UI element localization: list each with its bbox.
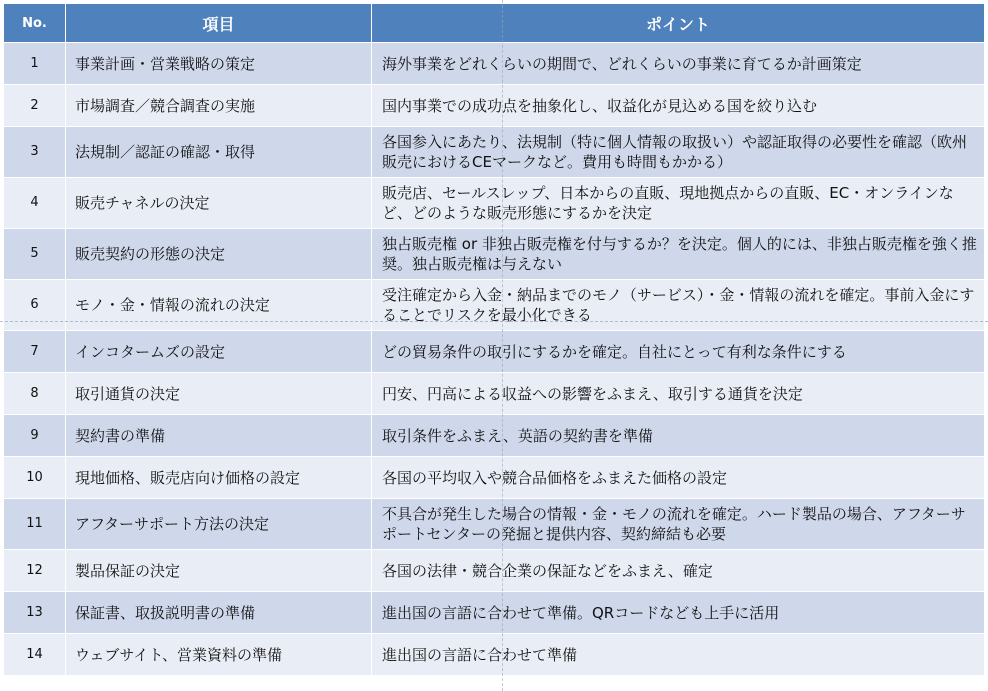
row-no: 8 [4,373,66,415]
table-row [4,373,985,415]
row-no: 4 [4,178,66,229]
table-row [4,127,985,178]
row-item: 事業計画・営業戦略の策定 [66,43,372,85]
row-no: 10 [4,457,66,499]
row-point: 独占販売権 or 非独占販売権を付与するか？を決定。個人的には、非独占販売権を強く推奨。独占販売権は与えない [372,229,985,280]
row-no: 6 [4,280,66,331]
table-row [4,499,985,550]
row-no: 3 [4,127,66,178]
row-no: 13 [4,592,66,634]
row-point: 海外事業をどれくらいの期間で、どれくらいの事業に育てるか計画策定 [372,43,985,85]
row-item: 市場調査／競合調査の実施 [66,85,372,127]
row-point: 受注確定から入金・納品までのモノ（サービス）・金・情報の流れを確定。事前入金にすることでリスクを最小化できる [372,280,985,331]
row-point: 各国の法律・競合企業の保証などをふまえ、確定 [372,550,985,592]
table-row [4,592,985,634]
row-point: 販売店、セールスレップ、日本からの直販、現地拠点からの直販、EC・オンラインなど、どのような販売形態にするかを決定 [372,178,985,229]
row-item: 取引通貨の決定 [66,373,372,415]
header-item: 項目 [66,4,372,43]
header-no: No. [4,4,66,43]
row-item: モノ・金・情報の流れの決定 [66,280,372,331]
table-row [4,43,985,85]
row-item: 販売契約の形態の決定 [66,229,372,280]
row-item: アフターサポート方法の決定 [66,499,372,550]
row-no: 12 [4,550,66,592]
row-point: 進出国の言語に合わせて準備 [372,634,985,676]
row-no: 9 [4,415,66,457]
table-row [4,229,985,280]
row-item: 販売チャネルの決定 [66,178,372,229]
row-item: 保証書、取扱説明書の準備 [66,592,372,634]
row-point: 各国参入にあたり、法規制（特に個人情報の取扱い）や認証取得の必要性を確認（欧州販売におけるCEマークなど。費用も時間もかかる） [372,127,985,178]
table-row [4,280,985,331]
row-point: 円安、円高による収益への影響をふまえ、取引する通貨を決定 [372,373,985,415]
row-item: 製品保証の決定 [66,550,372,592]
row-point: 不具合が発生した場合の情報・金・モノの流れを確定。ハード製品の場合、アフターサポートセンターの発掘と提供内容、契約締結も必要 [372,499,985,550]
table-row [4,85,985,127]
table-row [4,331,985,373]
row-no: 5 [4,229,66,280]
row-item: 現地価格、販売店向け価格の設定 [66,457,372,499]
checklist-table [3,3,985,676]
row-item: ウェブサイト、営業資料の準備 [66,634,372,676]
table-header-row [4,4,985,43]
row-point: 国内事業での成功点を抽象化し、収益化が見込める国を絞り込む [372,85,985,127]
row-item: 契約書の準備 [66,415,372,457]
table-row [4,178,985,229]
table-row [4,634,985,676]
horizontal-guide-line [0,321,988,322]
row-point: どの貿易条件の取引にするかを確定。自社にとって有利な条件にする [372,331,985,373]
row-no: 2 [4,85,66,127]
row-no: 1 [4,43,66,85]
table-row [4,415,985,457]
row-item: 法規制／認証の確認・取得 [66,127,372,178]
row-point: 各国の平均収入や競合品価格をふまえた価格の設定 [372,457,985,499]
row-item: インコタームズの設定 [66,331,372,373]
header-point: ポイント [372,4,985,43]
vertical-guide-line [502,0,503,691]
table-row [4,457,985,499]
row-no: 7 [4,331,66,373]
row-point: 進出国の言語に合わせて準備。QRコードなども上手に活用 [372,592,985,634]
row-point: 取引条件をふまえ、英語の契約書を準備 [372,415,985,457]
table-row [4,550,985,592]
row-no: 11 [4,499,66,550]
row-no: 14 [4,634,66,676]
